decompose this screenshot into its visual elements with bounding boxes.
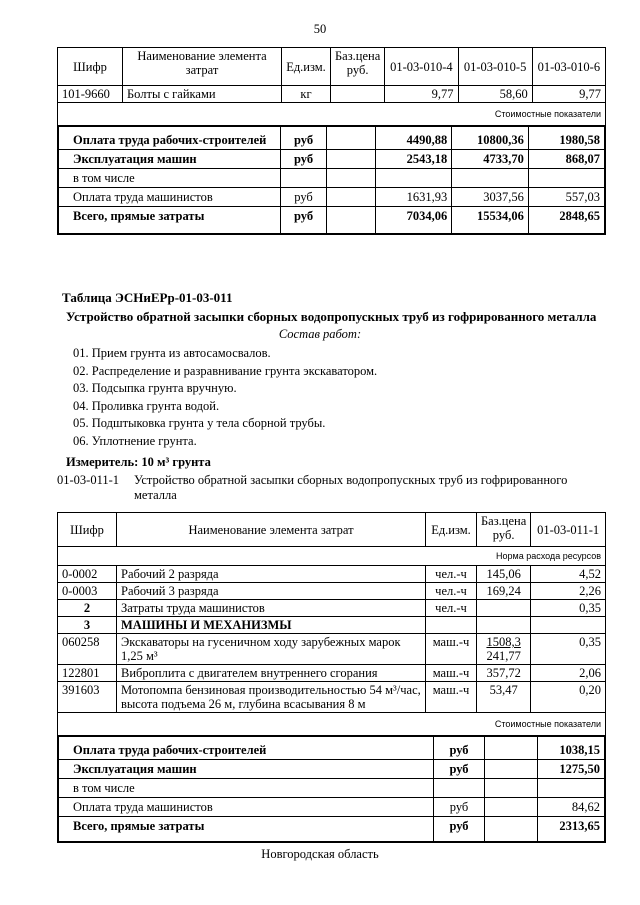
cell-price: 169,24: [477, 583, 531, 600]
total-value: 2543,18: [376, 150, 452, 169]
total-spacer: [327, 188, 376, 207]
cell-name: Рабочий 3 разряда: [117, 583, 426, 600]
total-row: [59, 150, 605, 169]
total-name: в том числе: [59, 169, 281, 188]
total-name: Всего, прямые затраты: [59, 817, 434, 842]
total-name: Оплата труда рабочих-строителей: [59, 127, 281, 150]
total-value: [452, 169, 529, 188]
cost-indicators-label: Стоимостные показатели: [58, 713, 606, 736]
cell-code: 122801: [58, 665, 117, 682]
step: 02. Распределение и разравнивание грунта экскаватором.: [73, 363, 378, 378]
cell-unit: чел.-ч: [426, 583, 477, 600]
cell-unit: маш.-ч: [426, 634, 477, 665]
work-steps: [73, 345, 377, 451]
total-value: 1038,15: [538, 737, 605, 760]
table-row: [58, 634, 606, 665]
cell-unit: кг: [282, 86, 331, 103]
total-unit: [434, 779, 485, 798]
step: 01. Прием грунта из автосамосвалов.: [73, 346, 271, 360]
total-value: 868,07: [528, 150, 604, 169]
section-title: Устройство обратной засыпки сборных водопропускных труб из гофрированного металла: [66, 309, 597, 324]
resource-table-1: [57, 47, 606, 235]
total-unit: руб: [434, 737, 485, 760]
total-row: [59, 798, 605, 817]
header-name: Наименование элемента затрат: [123, 48, 282, 86]
total-name: Всего, прямые затраты: [59, 207, 281, 234]
total-spacer: [485, 737, 538, 760]
header-price: Баз.цена руб.: [477, 513, 531, 547]
total-row: [59, 207, 605, 234]
header-col-3: 01-03-010-6: [532, 48, 605, 86]
total-row: [59, 779, 605, 798]
item-code: 01-03-011-1: [57, 473, 120, 487]
total-name: Оплата труда машинистов: [59, 188, 281, 207]
total-value: 2848,65: [528, 207, 604, 234]
total-value: 1275,50: [538, 760, 605, 779]
cell-code: 060258: [58, 634, 117, 665]
cell-value: 0,20: [531, 682, 606, 713]
total-spacer: [485, 817, 538, 842]
total-name: Эксплуатация машин: [59, 760, 434, 779]
table-row: [58, 566, 606, 583]
total-spacer: [327, 207, 376, 234]
total-value: 2313,65: [538, 817, 605, 842]
price-extra: 241,77: [486, 649, 521, 663]
total-row: [59, 127, 605, 150]
total-value: 7034,06: [376, 207, 452, 234]
cell-name: МАШИНЫ И МЕХАНИЗМЫ: [117, 617, 426, 634]
total-value: 84,62: [538, 798, 605, 817]
cell-price: 145,06: [477, 566, 531, 583]
cell-value: 4,52: [531, 566, 606, 583]
cell-value: 2,26: [531, 583, 606, 600]
total-value: [538, 779, 605, 798]
total-spacer: [485, 760, 538, 779]
page-number: 50: [313, 22, 327, 36]
cell-name: Рабочий 2 разряда: [117, 566, 426, 583]
cell-value: 0,35: [531, 600, 606, 617]
step: 03. Подсыпка грунта вручную.: [73, 381, 237, 396]
cell-v2: 58,60: [458, 86, 532, 103]
cell-code: 3: [58, 617, 117, 634]
cell-value: 0,35: [531, 634, 606, 665]
header-name: Наименование элемента затрат: [117, 513, 426, 547]
cell-code: 101-9660: [58, 86, 123, 103]
cost-totals-1: [58, 126, 605, 234]
total-value: [376, 169, 452, 188]
footer-region: Новгородская область: [261, 847, 379, 861]
composition-heading: Состав работ:: [278, 327, 362, 341]
total-unit: руб: [434, 760, 485, 779]
cell-code: 391603: [58, 682, 117, 713]
cell-unit: чел.-ч: [426, 566, 477, 583]
total-spacer: [327, 150, 376, 169]
total-value: 4733,70: [452, 150, 529, 169]
total-unit: руб: [434, 817, 485, 842]
cell-v1: 9,77: [385, 86, 458, 103]
cell-code: 0-0002: [58, 566, 117, 583]
total-name: Оплата труда машинистов: [59, 798, 434, 817]
cell-price: [477, 634, 531, 665]
cell-price: [331, 86, 385, 103]
header-unit: Ед.изм.: [282, 48, 331, 86]
total-value: 3037,56: [452, 188, 529, 207]
total-row: [59, 760, 605, 779]
total-spacer: [327, 169, 376, 188]
resource-table-2: [57, 512, 606, 843]
total-row: [59, 188, 605, 207]
total-name: Эксплуатация машин: [59, 150, 281, 169]
cost-totals-2: [58, 736, 605, 842]
table-row: [58, 583, 606, 600]
total-name: Оплата труда рабочих-строителей: [59, 737, 434, 760]
total-value: 10800,36: [452, 127, 529, 150]
cell-name: Экскаваторы на гусеничном ходу зарубежных марок 1,25 м³: [117, 634, 426, 665]
total-value: 4490,88: [376, 127, 452, 150]
total-value: [528, 169, 604, 188]
cell-name: Болты с гайками: [123, 86, 282, 103]
measure-unit: Измеритель: 10 м³ грунта: [66, 455, 211, 469]
cell-v3: 9,77: [532, 86, 605, 103]
total-value: 1631,93: [376, 188, 452, 207]
table-row: [58, 617, 606, 634]
cell-price: [477, 600, 531, 617]
cell-value: 2,06: [531, 665, 606, 682]
header-col-2: 01-03-010-5: [458, 48, 532, 86]
step: 04. Проливка грунта водой.: [73, 398, 220, 413]
total-unit: руб: [280, 150, 327, 169]
total-row: [59, 169, 605, 188]
table-row: [58, 600, 606, 617]
item-description: Устройство обратной засыпки сборных водопропускных труб из гофрированного металла: [134, 473, 568, 502]
cell-unit: чел.-ч: [426, 600, 477, 617]
total-name: в том числе: [59, 779, 434, 798]
total-row: [59, 737, 605, 760]
total-spacer: [485, 779, 538, 798]
cell-price: [477, 617, 531, 634]
total-unit: руб: [280, 188, 327, 207]
total-value: 1980,58: [528, 127, 604, 150]
table-row: [58, 682, 606, 713]
header-col-1: 01-03-010-4: [385, 48, 458, 86]
cell-code: 0-0003: [58, 583, 117, 600]
cell-unit: маш.-ч: [426, 665, 477, 682]
cell-unit: маш.-ч: [426, 682, 477, 713]
total-spacer: [327, 127, 376, 150]
cell-name: Мотопомпа бензиновая производительностью 54 м³/час, высота подъема 26 м, глубина всасывания 8 м: [117, 682, 426, 713]
total-unit: руб: [280, 207, 327, 234]
cell-unit: [426, 617, 477, 634]
total-spacer: [485, 798, 538, 817]
cell-price: 357,72: [477, 665, 531, 682]
table-row: [58, 665, 606, 682]
total-value: 15534,06: [452, 207, 529, 234]
header-code: Шифр: [58, 48, 123, 86]
header-unit: Ед.изм.: [426, 513, 477, 547]
cell-name: Затраты труда машинистов: [117, 600, 426, 617]
header-price: Баз.цена руб.: [331, 48, 385, 86]
total-value: 557,03: [528, 188, 604, 207]
cell-name: Виброплита с двигателем внутреннего сгорания: [117, 665, 426, 682]
norm-label: Норма расхода ресурсов: [58, 547, 606, 566]
step: 05. Подштыковка грунта у тела сборной трубы.: [73, 416, 326, 431]
price-main: 1508,3: [486, 635, 521, 649]
total-unit: руб: [280, 127, 327, 150]
header-col-1: 01-03-011-1: [531, 513, 606, 547]
cost-indicators-label: Стоимостные показатели: [58, 103, 606, 126]
total-row: [59, 817, 605, 842]
total-unit: [280, 169, 327, 188]
step: 06. Уплотнение грунта.: [73, 433, 197, 448]
total-unit: руб: [434, 798, 485, 817]
header-code: Шифр: [58, 513, 117, 547]
cell-value: [531, 617, 606, 634]
table-id: Таблица ЭСНиЕРр-01-03-011: [62, 290, 233, 305]
cell-price: 53,47: [477, 682, 531, 713]
cell-code: 2: [58, 600, 117, 617]
